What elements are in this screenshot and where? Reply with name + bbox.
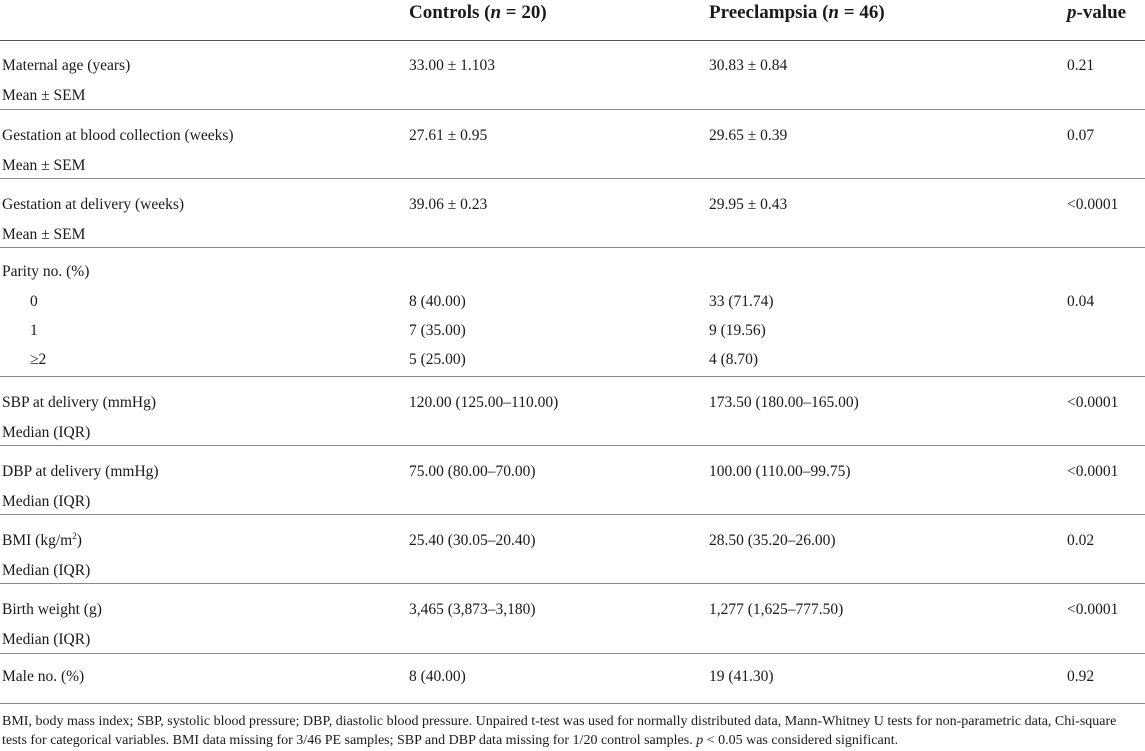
parity-category: 0 bbox=[30, 293, 38, 310]
preeclampsia-value: 173.50 (180.00–165.00) bbox=[709, 394, 859, 411]
controls-value: 39.06 ± 0.23 bbox=[409, 196, 488, 213]
controls-value: 27.61 ± 0.95 bbox=[409, 127, 488, 144]
row-sublabel: Mean ± SEM bbox=[2, 157, 86, 174]
parity-category: 1 bbox=[30, 322, 38, 339]
controls-value: 8 (40.00) bbox=[409, 293, 466, 310]
row-label: Male no. (%) bbox=[2, 668, 85, 685]
preeclampsia-value: 9 (19.56) bbox=[709, 322, 766, 339]
row-sublabel: Mean ± SEM bbox=[2, 87, 86, 104]
controls-value: 3,465 (3,873–3,180) bbox=[409, 601, 536, 618]
preeclampsia-value: 1,277 (1,625–777.50) bbox=[709, 601, 844, 618]
table-row bbox=[0, 654, 1145, 704]
preeclampsia-value: 29.95 ± 0.43 bbox=[709, 196, 788, 213]
table-row-parity bbox=[0, 248, 1145, 377]
table-row bbox=[0, 377, 1145, 446]
p-value: 0.04 bbox=[1067, 293, 1095, 310]
row-label: Birth weight (g) bbox=[2, 601, 102, 618]
preeclampsia-value: 100.00 (110.00–99.75) bbox=[709, 463, 851, 480]
row-label: Gestation at delivery (weeks) bbox=[2, 196, 185, 213]
p-value: <0.0001 bbox=[1067, 394, 1119, 411]
preeclampsia-value: 29.65 ± 0.39 bbox=[709, 127, 788, 144]
row-label: BMI $(kg/m^2)$ bbox=[2, 530, 82, 549]
p-value: <0.0001 bbox=[1067, 196, 1119, 213]
controls-value: 8 (40.00) bbox=[409, 668, 466, 685]
row-sublabel: Mean ± SEM bbox=[2, 226, 86, 243]
p-value: 0.07 bbox=[1067, 127, 1095, 144]
controls-value: 7 (35.00) bbox=[409, 322, 466, 339]
preeclampsia-value: 19 (41.30) bbox=[709, 668, 774, 685]
table-header bbox=[0, 0, 1145, 41]
controls-value: 5 (25.00) bbox=[409, 351, 466, 368]
row-label: Maternal age (years) bbox=[2, 57, 131, 74]
controls-value: 75.00 (80.00–70.00) bbox=[409, 463, 536, 480]
p-value: 0.21 bbox=[1067, 57, 1095, 74]
table-row bbox=[0, 179, 1145, 248]
table-row bbox=[0, 110, 1145, 179]
controls-value: 120.00 (125.00–110.00) bbox=[409, 394, 559, 411]
table-footnote: BMI, body mass index; SBP, systolic blood pressure; DBP, diastolic blood pressure. Unpaired t-test was used for normally distributed data, Mann-Whitney U tests for non-parametric data, Chi-square tests for categorical variables. BMI data missing for 3/46 PE samples; SBP and DBP data missing for 1/20 control samples. p < 0.05 was considered significant. bbox=[2, 714, 1117, 748]
preeclampsia-value: 4 (8.70) bbox=[709, 351, 759, 368]
p-value: <0.0001 bbox=[1067, 463, 1119, 480]
row-sublabel: Median (IQR) bbox=[2, 562, 91, 579]
table-row bbox=[0, 515, 1145, 584]
preeclampsia-value: 28.50 (35.20–26.00) bbox=[709, 532, 836, 549]
parity-category: ≥2 bbox=[30, 351, 47, 368]
row-label: DBP at delivery (mmHg) bbox=[2, 463, 159, 480]
controls-value: 33.00 ± 1.103 bbox=[409, 57, 496, 74]
row-sublabel: Median (IQR) bbox=[2, 493, 91, 510]
row-label: SBP at delivery (mmHg) bbox=[2, 394, 156, 411]
header-preeclampsia: Preeclampsia (n = 46) bbox=[709, 2, 885, 23]
table-row bbox=[0, 40, 1145, 110]
preeclampsia-value: 30.83 ± 0.84 bbox=[709, 57, 788, 74]
row-sublabel: Median (IQR) bbox=[2, 631, 91, 648]
header-p-value: p-value bbox=[1067, 2, 1127, 23]
controls-value: 25.40 (30.05–20.40) bbox=[409, 532, 536, 549]
preeclampsia-value: 33 (71.74) bbox=[709, 293, 774, 310]
table-row bbox=[0, 446, 1145, 515]
p-value: <0.0001 bbox=[1067, 601, 1119, 618]
row-label: Gestation at blood collection (weeks) bbox=[2, 127, 234, 144]
row-sublabel: Median (IQR) bbox=[2, 424, 91, 441]
row-label: Parity no. (%) bbox=[2, 263, 90, 280]
p-value: 0.02 bbox=[1067, 532, 1095, 549]
table-row bbox=[0, 584, 1145, 654]
p-value: 0.92 bbox=[1067, 668, 1095, 685]
header-controls: Controls (n = 20) bbox=[409, 2, 547, 23]
